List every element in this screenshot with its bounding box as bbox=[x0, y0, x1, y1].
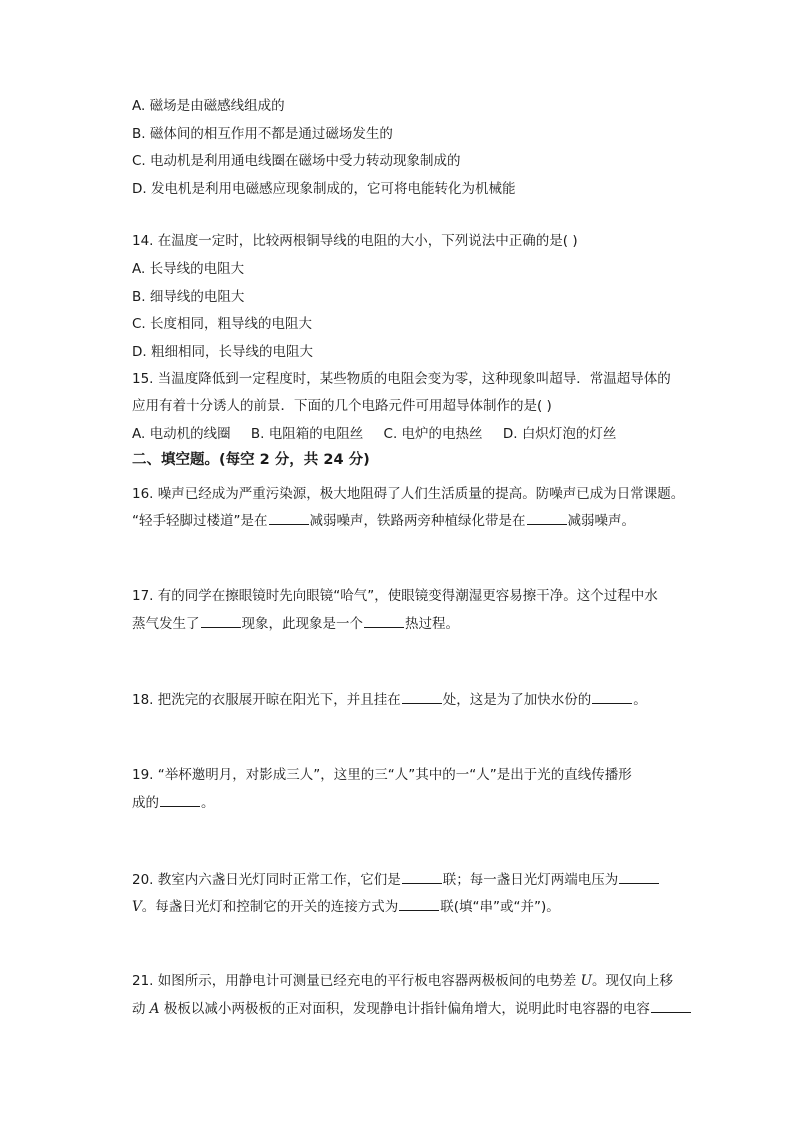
q15-option-c: C. 电炉的电热丝 bbox=[383, 426, 483, 442]
q18-text-b: 处，这是为了加快水份的 bbox=[442, 692, 592, 708]
q21-text-a: 21. 如图所示，用静电计可测量已经充电的平行板电容器两极板间的电势差 bbox=[132, 973, 581, 989]
q20-text-b: 联；每一盏日光灯两端电压为 bbox=[442, 872, 619, 888]
q16-text-b: 减弱噪声，铁路两旁种植绿化带是在 bbox=[309, 513, 526, 529]
q19-blank-1[interactable] bbox=[160, 793, 200, 807]
q17-blank-1[interactable] bbox=[201, 614, 241, 628]
q21-text-b: 。现仅向上移 bbox=[591, 973, 673, 989]
q20-text-d: 联(填“串”或“并”)。 bbox=[440, 899, 560, 915]
q20-text-a: 20. 教室内六盏日光灯同时正常工作，它们是 bbox=[132, 872, 401, 888]
q16-line1: 16. 噪声已经成为严重污染源，极大地阻碍了人们生活质量的提高。防噪声已成为日常课题。 bbox=[132, 486, 685, 502]
q18-blank-2[interactable] bbox=[592, 690, 632, 704]
q21-text-c: 动 bbox=[132, 1001, 150, 1017]
section-title-fill-in: 二、填空题。(每空 2 分，共 24 分) bbox=[132, 452, 370, 468]
q14-stem: 14. 在温度一定时，比较两根铜导线的电阻的大小，下列说法中正确的是( ) bbox=[132, 233, 578, 249]
q15-option-a: A. 电动机的线圈 bbox=[132, 426, 231, 442]
q18-line1 bbox=[132, 690, 647, 709]
q17-line2 bbox=[132, 614, 459, 633]
q17-line1: 17. 有的同学在擦眼镜时先向眼镜“哈气”，使眼镜变得潮湿更容易擦干净。这个过程中水 bbox=[132, 588, 658, 604]
q20-text-c: 。每盏日光灯和控制它的开关的连接方式为 bbox=[141, 899, 399, 915]
q15-options bbox=[132, 425, 632, 443]
q21-text-d: 极板以减小两极板的正对面积，发现静电计指针偏角增大，说明此时电容器的电容 bbox=[159, 1001, 650, 1017]
q20-blank-1[interactable] bbox=[402, 870, 442, 884]
q17-blank-2[interactable] bbox=[364, 614, 404, 628]
q15-stem-line2: 应用有着十分诱人的前景．下面的几个电路元件可用超导体制作的是( ) bbox=[132, 398, 552, 414]
q20-var-v: V bbox=[132, 899, 142, 915]
q15-stem-line1: 15. 当温度降低到一定程度时，某些物质的电阻会变为零，这种现象叫超导．常温超导体的 bbox=[132, 371, 671, 387]
q20-line1 bbox=[132, 870, 660, 889]
q13-option-c: C. 电动机是利用通电线圈在磁场中受力转动现象制成的 bbox=[132, 153, 461, 169]
q14-option-c: C. 长度相同，粗导线的电阻大 bbox=[132, 316, 313, 332]
q16-text-a: “轻手轻脚过楼道”是在 bbox=[132, 513, 268, 529]
q14-option-b: B. 细导线的电阻大 bbox=[132, 289, 245, 305]
q13-option-d: D. 发电机是利用电磁感应现象制成的，它可将电能转化为机械能 bbox=[132, 181, 516, 197]
q21-var-u: U bbox=[580, 973, 592, 989]
q21-blank-1[interactable] bbox=[651, 999, 691, 1013]
q21-var-a: A bbox=[149, 1001, 160, 1017]
q21-line1 bbox=[132, 972, 673, 990]
q19-line1: 19. “举杯邀明月，对影成三人”，这里的三“人”其中的一“人”是出于光的直线传播形 bbox=[132, 767, 632, 783]
q17-text-c: 热过程。 bbox=[405, 616, 459, 632]
q18-text-c: 。 bbox=[633, 692, 647, 708]
q16-text-c: 减弱噪声。 bbox=[567, 513, 635, 529]
q13-option-a: A. 磁场是由磁感线组成的 bbox=[132, 98, 285, 114]
q20-line2 bbox=[132, 897, 560, 916]
q13-option-b: B. 磁体间的相互作用不都是通过磁场发生的 bbox=[132, 126, 393, 142]
q19-text-b: 。 bbox=[201, 795, 215, 811]
q17-text-a: 蒸气发生了 bbox=[132, 616, 200, 632]
q18-text-a: 18. 把洗完的衣服展开晾在阳光下，并且挂在 bbox=[132, 692, 401, 708]
q16-line2 bbox=[132, 511, 635, 530]
q15-option-b: B. 电阻箱的电阻丝 bbox=[250, 426, 364, 442]
q18-blank-1[interactable] bbox=[402, 690, 442, 704]
q15-option-d: D. 白炽灯泡的灯丝 bbox=[502, 426, 617, 442]
q19-line2 bbox=[132, 793, 215, 812]
q16-blank-1[interactable] bbox=[269, 511, 309, 525]
q20-blank-2[interactable] bbox=[619, 870, 659, 884]
q21-line2 bbox=[132, 999, 692, 1018]
q20-blank-3[interactable] bbox=[399, 897, 439, 911]
q16-blank-2[interactable] bbox=[527, 511, 567, 525]
q17-text-b: 现象，此现象是一个 bbox=[241, 616, 363, 632]
q14-option-a: A. 长导线的电阻大 bbox=[132, 261, 245, 277]
q19-text-a: 成的 bbox=[132, 795, 159, 811]
q14-option-d: D. 粗细相同，长导线的电阻大 bbox=[132, 344, 313, 360]
